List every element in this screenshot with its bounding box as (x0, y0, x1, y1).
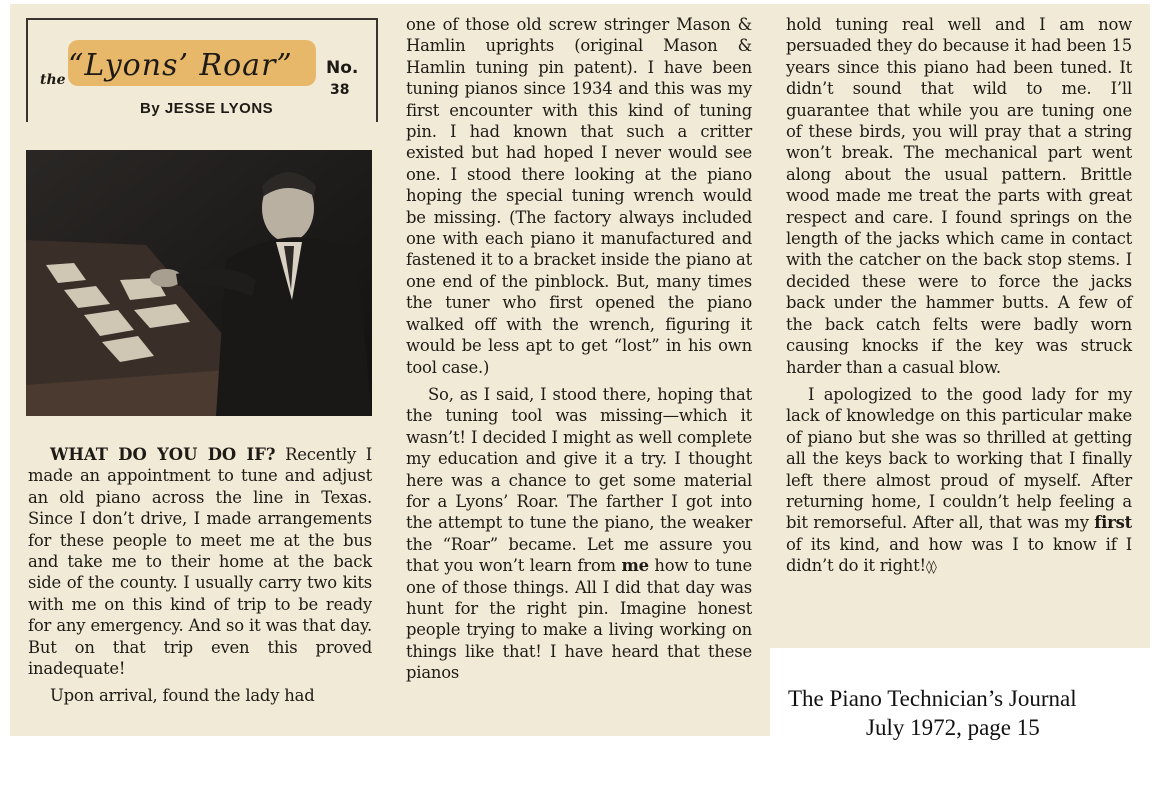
masthead-no-label: No. (326, 58, 359, 78)
author-photo (26, 150, 372, 416)
paragraph (406, 384, 752, 684)
lead-heading: WHAT DO YOU DO IF? (50, 445, 276, 464)
emphasis-text: me (621, 556, 649, 576)
emphasis-text: first (1094, 513, 1132, 533)
article-column-3 (786, 14, 1132, 579)
paragraph (28, 444, 372, 679)
end-mark-icon: ◊◊ (925, 560, 935, 576)
masthead-title: “Lyons’ Roar” (68, 48, 293, 83)
paragraph-text: of its kind, and how was I to know if I didn’t do it right! (786, 534, 1132, 576)
masthead-byline: By JESSE LYONS (140, 100, 274, 117)
clipping-notch (1124, 676, 1150, 700)
caption-publication: The Piano Technician’s Journal (788, 686, 1077, 711)
article-column-1 (28, 444, 372, 707)
paragraph-text: Recently I made an appointment to tune and adjust an old piano across the line in Texas. Since I don’t drive, I made arrangements for these people to meet me at the bus and take me to their home at the back side of the county. I usually carry two kits with me on this kind of trip to be ready for any emergency. And so it was that day. But on that trip even this proved inadequate! (28, 445, 372, 679)
paragraph: one of those old screw stringer Mason & Hamlin uprights (original Mason & Hamlin tuning pin patent). I have been tuning pianos since 1934 and this was my first encounter with this kind of tuning pin. I had known that such a critter existed but had hoped I never would see one. I stood there looking at the piano hoping the special tuning wrench would be missing. (The factory always included one with each piano it manufactured and fastened it to a bracket inside the piano at one end of the pinblock. But, many times the tuner who first opened the piano walked off with the wrench, figuring it would be less apt to get “lost” in his own tool case.) (406, 15, 752, 377)
masthead-the: the (40, 72, 66, 88)
paragraph: Upon arrival, found the lady had (50, 686, 315, 706)
paragraph-text: So, as I said, I stood there, hoping that the tuning tool was missing—which it wasn’t! I decided I might as well complete my education and give it a try. I thought here was a chance to get some material for a Lyons’ Roar. The farther I got into the attempt to tune the piano, the weaker the “Roar” became. Let me assure you that you won’t learn from (406, 384, 752, 576)
piano-photo-icon (26, 150, 372, 416)
paragraph-text: I apologized to the good lady for my lack of knowledge on this particular make of piano but she was so thrilled at getting all the keys back to working that I finally left there almost proud of myself. After returning home, I couldn’t help feeling a bit remorseful. After all, that was my (786, 384, 1132, 533)
paragraph: hold tuning real well and I am now persuaded they do because it had been 15 years since this piano had been tuned. It didn’t sound that wild to me. I’ll guarantee that while you are tuning one of these birds, you will pray that a string won’t break. The mechanical part went along about the usual pattern. Brittle wood made me treat the parts with great respect and care. I found springs on the length of the jacks which came in contact with the catcher on the back stop stems. I decided these were to force the jacks back under the hammer butts. A few of the back catch felts were badly worn causing knocks if the key was struck harder than a casual blow. (786, 15, 1132, 377)
caption-date: July 1972, page 15 (866, 715, 1040, 740)
paragraph-text: how to tune one of those things. All I did that day was hunt for the right pin. Imagine honest people trying to make a living working on things like that! I have heard that these pianos (406, 556, 752, 683)
masthead-number: 38 (330, 82, 350, 98)
paragraph (786, 384, 1132, 579)
column-masthead (26, 18, 378, 122)
article-column-2 (406, 14, 752, 684)
